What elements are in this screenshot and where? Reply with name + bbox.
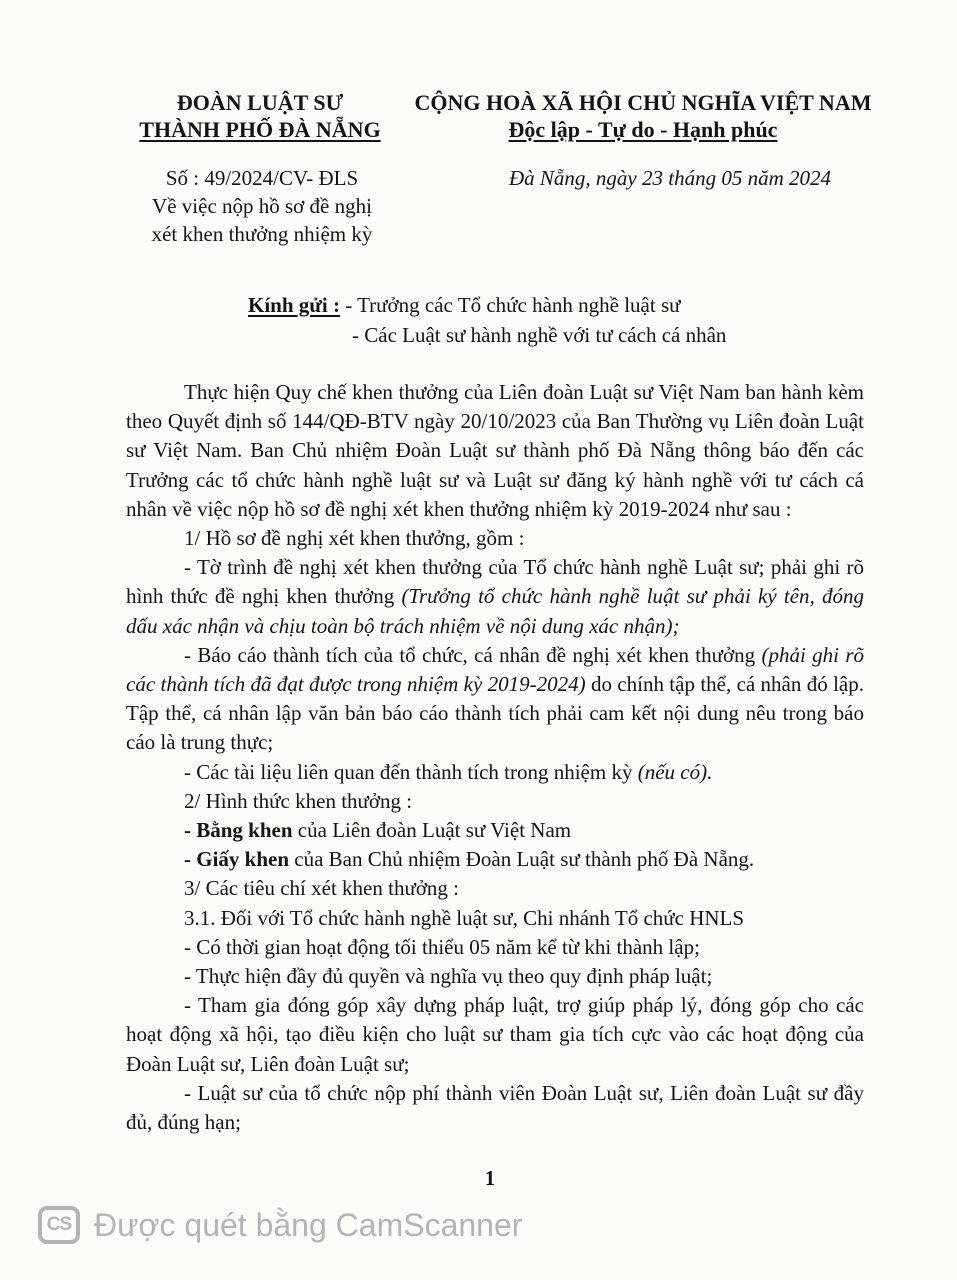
item-note: (Trưởng tổ chức hành nghề luật sư phải ký tên, đóng dấu xác nhận và chịu toàn bộ trách nhiệm về nội dung xác nhận);	[126, 584, 864, 638]
section-3-1-title: 3.1. Đối với Tổ chức hành nghề luật sư, Chi nhánh Tổ chức HNLS	[184, 905, 745, 930]
section-3-1-item-a: - Có thời gian hoạt động tối thiểu 05 năm kể từ khi thành lập;	[184, 934, 700, 959]
camscanner-logo-icon: CS	[38, 1206, 80, 1244]
section-3-1-item-b: - Thực hiện đầy đủ quyền và nghĩa vụ theo quy định pháp luật;	[184, 964, 713, 989]
document-subject-line1: Về việc nộp hồ sơ đề nghị	[152, 194, 372, 218]
recipients-label: Kính gửi :	[248, 293, 340, 317]
section-3-1-item-c: - Tham gia đóng góp xây dựng pháp luật, trợ giúp pháp lý, đóng góp cho các hoạt động xã hội, tạo điều kiện cho luật sư tham gia tích cực vào các hoạt động của Đoàn Luật sư, Liên đoàn Luật sư;	[126, 993, 864, 1076]
recipients-block	[248, 290, 726, 350]
document-date: Đà Nẵng, ngày 23 tháng 05 năm 2024	[509, 166, 831, 190]
org-city: THÀNH PHỐ ĐÀ NẴNG	[139, 117, 381, 142]
item-text: của Liên đoàn Luật sư Việt Nam	[292, 818, 572, 843]
document-subject-line2: xét khen thưởng nhiệm kỳ	[151, 222, 373, 246]
organization-header	[120, 89, 400, 143]
item-note: (nếu có).	[637, 759, 713, 784]
section-3-title: 3/ Các tiêu chí xét khen thưởng :	[184, 876, 460, 901]
item-text: - Tờ trình đề nghị xét khen thưởng của Tổ chức hành nghề Luật sư; phải ghi rõ hình thức đề nghị khen thưởng	[126, 555, 864, 609]
page-number: 1	[484, 1166, 496, 1190]
recipient-2: - Các Luật sư hành nghề với tư cách cá nhân	[352, 323, 727, 347]
section-1-title: 1/ Hồ sơ đề nghị xét khen thưởng, gồm :	[184, 526, 525, 551]
org-name: ĐOÀN LUẬT SƯ	[176, 90, 344, 115]
item-text: của Ban Chủ nhiệm Đoàn Luật sư thành phố Đà Nẵng.	[289, 847, 755, 872]
recipient-1: - Trưởng các Tổ chức hành nghề luật sư	[339, 293, 681, 317]
section-1-item-a	[126, 553, 864, 641]
section-2-title: 2/ Hình thức khen thưởng :	[184, 788, 413, 813]
national-title: CỘNG HOÀ XÃ HỘI CHỦ NGHĨA VIỆT NAM	[414, 90, 872, 115]
item-note: (phải ghi rõ các thành tích đã đạt được trong nhiệm kỳ 2019-2024)	[126, 642, 864, 697]
section-1-item-c	[126, 758, 864, 787]
section-2-item-b	[126, 845, 864, 874]
national-motto: Độc lập - Tự do - Hạnh phúc	[508, 117, 778, 142]
section-3-1-item-d: - Luật sư của tổ chức nộp phí thành viên Đoàn Luật sư, Liên đoàn Luật sư đầy đủ, đúng hạn;	[126, 1080, 864, 1135]
national-header	[398, 89, 888, 143]
award-name: - Bằng khen	[184, 818, 293, 843]
item-text: - Các tài liệu liên quan đến thành tích trong nhiệm kỳ	[184, 759, 638, 784]
section-1-item-b	[126, 641, 864, 758]
document-number: Số : 49/2024/CV- ĐLS	[165, 166, 359, 190]
document-body	[126, 378, 864, 1137]
award-name: - Giấy khen	[184, 847, 290, 872]
document-reference	[112, 164, 412, 248]
watermark-text: Được quét bằng CamScanner	[94, 1206, 523, 1243]
section-2-item-a	[126, 816, 864, 845]
item-text-rest: do chính tập thể, cá nhân đó lập. Tập thể, cá nhân lập văn bản báo cáo thành tích phải cam kết nội dung nêu trong báo cáo là trung thực;	[126, 672, 864, 755]
item-text: - Báo cáo thành tích của tổ chức, cá nhân đề nghị xét khen thưởng	[184, 642, 762, 667]
camscanner-watermark	[38, 1200, 522, 1250]
intro-paragraph: Thực hiện Quy chế khen thưởng của Liên đoàn Luật sư Việt Nam ban hành kèm theo Quyết định số 144/QĐ-BTV ngày 20/10/2023 của Ban Thường vụ Liên đoàn Luật sư Việt Nam. Ban Chủ nhiệm Đoàn Luật sư thành phố Đà Nẵng thông báo đến các Trưởng các tổ chức hành nghề luật sư và Luật sư đăng ký hành nghề với tư cách cá nhân về việc nộp hồ sơ đề nghị xét khen thưởng nhiệm kỳ 2019-2024 như sau :	[126, 380, 864, 521]
